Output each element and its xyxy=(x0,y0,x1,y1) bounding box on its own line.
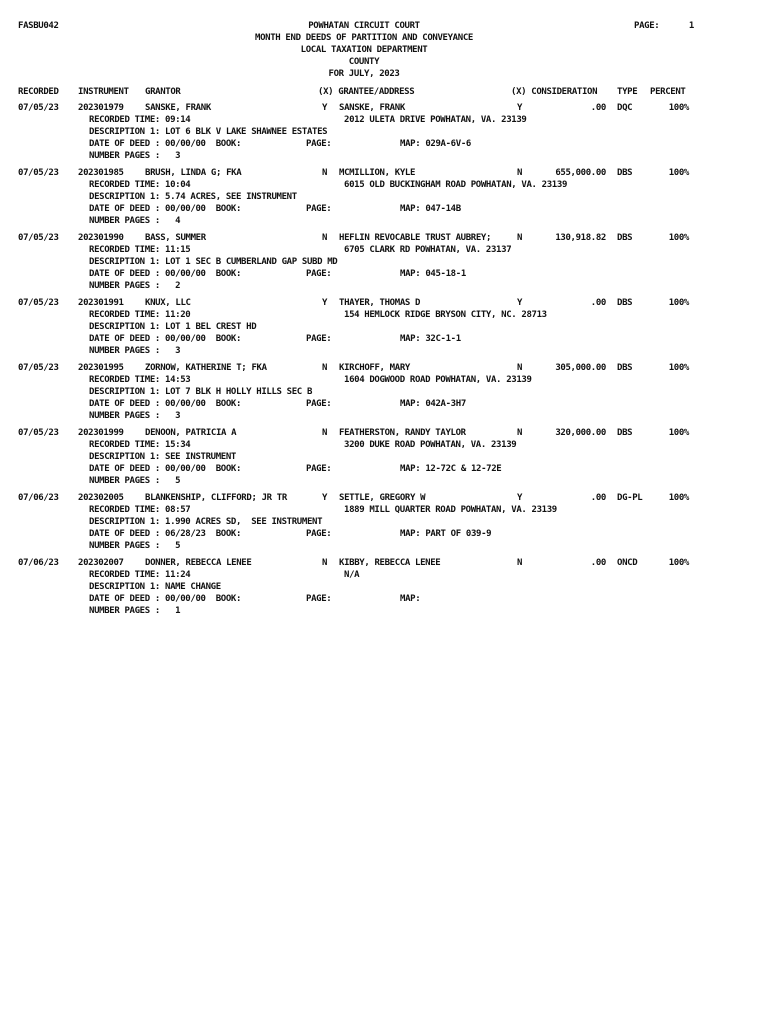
deed-type: DBS xyxy=(617,298,633,308)
date-of-deed: DATE OF DEED : 00/00/00 BOOK: xyxy=(89,464,242,474)
report-subtitle: MONTH END DEEDS OF PARTITION AND CONVEYANCE xyxy=(255,33,473,43)
ownership-percent: 100% xyxy=(668,363,689,373)
grantee-name: THAYER, THOMAS D xyxy=(339,298,421,308)
grantee-name: KIRCHOFF, MARY xyxy=(339,363,410,373)
grantee-name: KIBBY, REBECCA LENEE xyxy=(339,558,441,568)
consideration-amount: .00 xyxy=(590,493,606,503)
instrument-number: 202301995 xyxy=(78,363,124,373)
grantor-name: DENOON, PATRICIA A xyxy=(145,428,237,438)
record-date: 07/05/23 xyxy=(18,103,59,113)
consideration-amount: 655,000.00 xyxy=(555,168,606,178)
consideration-amount: .00 xyxy=(590,298,606,308)
date-of-deed: DATE OF DEED : 00/00/00 BOOK: xyxy=(89,399,242,409)
page-number: 1 xyxy=(688,21,694,31)
instrument-number: 202302005 xyxy=(78,493,124,503)
col-grantee: (X) GRANTEE/ADDRESS xyxy=(318,87,415,97)
grantor-name: BRUSH, LINDA G; FKA xyxy=(145,168,242,178)
deed-page: PAGE: xyxy=(306,529,332,539)
consideration-amount: .00 xyxy=(590,103,606,113)
grantor-name: SANSKE, FRANK xyxy=(145,103,211,113)
date-of-deed: DATE OF DEED : 00/00/00 BOOK: xyxy=(89,334,242,344)
ownership-percent: 100% xyxy=(668,168,689,178)
grantee-name: SANSKE, FRANK xyxy=(339,103,405,113)
grantor-name: ZORNOW, KATHERINE T; FKA xyxy=(145,363,267,373)
grantee-address: 1889 MILL QUARTER ROAD POWHATAN, VA. 23139 xyxy=(344,505,557,515)
ownership-percent: 100% xyxy=(668,558,689,568)
instrument-number: 202302007 xyxy=(78,558,124,568)
recorded-time: RECORDED TIME: 09:14 xyxy=(89,115,191,125)
description: DESCRIPTION 1: 1.990 ACRES SD, SEE INSTRUMENT xyxy=(89,517,323,527)
date-of-deed: DATE OF DEED : 00/00/00 BOOK: xyxy=(89,204,242,214)
deed-page: PAGE: xyxy=(306,204,332,214)
deed-type: DBS xyxy=(617,168,633,178)
description: DESCRIPTION 1: 5.74 ACRES, SEE INSTRUMENT xyxy=(89,192,297,202)
grantee-flag: N xyxy=(517,168,523,178)
grantee-flag: Y xyxy=(517,103,523,113)
deed-page: PAGE: xyxy=(306,594,332,604)
description: DESCRIPTION 1: SEE INSTRUMENT xyxy=(89,452,236,462)
description: DESCRIPTION 1: LOT 1 SEC B CUMBERLAND GAP SUBD MD xyxy=(89,257,338,267)
instrument-number: 202301999 xyxy=(78,428,124,438)
map-reference: MAP: 12-72C & 12-72E xyxy=(400,464,502,474)
recorded-time: RECORDED TIME: 08:57 xyxy=(89,505,191,515)
grantee-flag: N xyxy=(517,558,523,568)
grantor-flag: Y xyxy=(322,493,328,503)
consideration-amount: 320,000.00 xyxy=(555,428,606,438)
description: DESCRIPTION 1: LOT 7 BLK H HOLLY HILLS SEC B xyxy=(89,387,313,397)
map-reference: MAP: 047-14B xyxy=(400,204,461,214)
description: DESCRIPTION 1: LOT 6 BLK V LAKE SHAWNEE ESTATES xyxy=(89,127,328,137)
number-pages: NUMBER PAGES : 2 xyxy=(89,281,181,291)
consideration-amount: 130,918.82 xyxy=(555,233,606,243)
grantor-name: KNUX, LLC xyxy=(145,298,191,308)
map-reference: MAP: 045-18-1 xyxy=(400,269,466,279)
grantor-flag: N xyxy=(322,233,328,243)
instrument-number: 202301985 xyxy=(78,168,124,178)
instrument-number: 202301991 xyxy=(78,298,124,308)
grantee-address: 3200 DUKE ROAD POWHATAN, VA. 23139 xyxy=(344,440,517,450)
grantee-name: FEATHERSTON, RANDY TAYLOR xyxy=(339,428,466,438)
recorded-time: RECORDED TIME: 11:24 xyxy=(89,570,191,580)
deed-type: ONCD xyxy=(617,558,638,568)
col-instrument: INSTRUMENT xyxy=(78,87,129,97)
deed-type: DG-PL xyxy=(617,493,643,503)
grantee-flag: Y xyxy=(517,493,523,503)
col-recorded: RECORDED xyxy=(18,87,59,97)
grantee-name: SETTLE, GREGORY W xyxy=(339,493,426,503)
county: COUNTY xyxy=(348,57,380,67)
grantee-address: N/A xyxy=(344,570,360,580)
number-pages: NUMBER PAGES : 1 xyxy=(89,606,181,616)
grantee-flag: N xyxy=(517,428,523,438)
ownership-percent: 100% xyxy=(668,233,689,243)
deed-type: DQC xyxy=(617,103,633,113)
recorded-time: RECORDED TIME: 10:04 xyxy=(89,180,191,190)
map-reference: MAP: 042A-3H7 xyxy=(400,399,466,409)
deed-type: DBS xyxy=(617,363,633,373)
grantor-flag: N xyxy=(322,363,328,373)
number-pages: NUMBER PAGES : 3 xyxy=(89,346,181,356)
ownership-percent: 100% xyxy=(668,428,689,438)
recorded-time: RECORDED TIME: 11:20 xyxy=(89,310,191,320)
number-pages: NUMBER PAGES : 4 xyxy=(89,216,181,226)
col-consideration: (X) CONSIDERATION xyxy=(511,87,598,97)
grantee-address: 154 HEMLOCK RIDGE BRYSON CITY, NC. 28713 xyxy=(344,310,547,320)
col-percent: PERCENT xyxy=(650,87,686,97)
number-pages: NUMBER PAGES : 5 xyxy=(89,476,181,486)
deed-page: PAGE: xyxy=(306,464,332,474)
number-pages: NUMBER PAGES : 3 xyxy=(89,151,181,161)
map-reference: MAP: 029A-6V-6 xyxy=(400,139,471,149)
deed-type: DBS xyxy=(617,233,633,243)
number-pages: NUMBER PAGES : 5 xyxy=(89,541,181,551)
report-period: FOR JULY, 2023 xyxy=(328,69,400,79)
grantor-name: BASS, SUMMER xyxy=(145,233,206,243)
recorded-time: RECORDED TIME: 14:53 xyxy=(89,375,191,385)
description: DESCRIPTION 1: NAME CHANGE xyxy=(89,582,221,592)
ownership-percent: 100% xyxy=(668,103,689,113)
ownership-percent: 100% xyxy=(668,493,689,503)
record-date: 07/06/23 xyxy=(18,493,59,503)
grantor-flag: Y xyxy=(322,103,328,113)
record-date: 07/05/23 xyxy=(18,168,59,178)
record-date: 07/05/23 xyxy=(18,428,59,438)
recorded-time: RECORDED TIME: 11:15 xyxy=(89,245,191,255)
grantee-flag: N xyxy=(517,233,523,243)
date-of-deed: DATE OF DEED : 00/00/00 BOOK: xyxy=(89,594,242,604)
record-date: 07/05/23 xyxy=(18,233,59,243)
deed-page: PAGE: xyxy=(306,334,332,344)
grantor-flag: N xyxy=(322,168,328,178)
ownership-percent: 100% xyxy=(668,298,689,308)
consideration-amount: 305,000.00 xyxy=(555,363,606,373)
court-name: POWHATAN CIRCUIT COURT xyxy=(308,21,420,31)
col-type: TYPE xyxy=(617,87,638,97)
grantee-name: MCMILLION, KYLE xyxy=(339,168,416,178)
consideration-amount: .00 xyxy=(590,558,606,568)
grantee-address: 6705 CLARK RD POWHATAN, VA. 23137 xyxy=(344,245,512,255)
grantor-flag: N xyxy=(322,558,328,568)
grantor-flag: Y xyxy=(322,298,328,308)
record-date: 07/05/23 xyxy=(18,363,59,373)
map-reference: MAP: 32C-1-1 xyxy=(400,334,461,344)
deed-page: PAGE: xyxy=(306,399,332,409)
grantor-name: DONNER, REBECCA LENEE xyxy=(145,558,252,568)
record-date: 07/06/23 xyxy=(18,558,59,568)
number-pages: NUMBER PAGES : 3 xyxy=(89,411,181,421)
recorded-time: RECORDED TIME: 15:34 xyxy=(89,440,191,450)
grantee-address: 2012 ULETA DRIVE POWHATAN, VA. 23139 xyxy=(344,115,527,125)
deed-page: PAGE: xyxy=(306,269,332,279)
grantee-flag: Y xyxy=(517,298,523,308)
grantee-address: 1604 DOGWOOD ROAD POWHATAN, VA. 23139 xyxy=(344,375,532,385)
grantor-flag: N xyxy=(322,428,328,438)
instrument-number: 202301979 xyxy=(78,103,124,113)
map-reference: MAP: xyxy=(400,594,421,604)
date-of-deed: DATE OF DEED : 00/00/00 BOOK: xyxy=(89,139,242,149)
department: LOCAL TAXATION DEPARTMENT xyxy=(300,45,428,55)
report-id: FASBU042 xyxy=(18,21,59,31)
record-date: 07/05/23 xyxy=(18,298,59,308)
date-of-deed: DATE OF DEED : 06/28/23 BOOK: xyxy=(89,529,242,539)
grantor-name: BLANKENSHIP, CLIFFORD; JR TR xyxy=(145,493,287,503)
grantee-address: 6015 OLD BUCKINGHAM ROAD POWHATAN, VA. 23139 xyxy=(344,180,568,190)
deed-page: PAGE: xyxy=(306,139,332,149)
page-label: PAGE: xyxy=(634,21,660,31)
date-of-deed: DATE OF DEED : 00/00/00 BOOK: xyxy=(89,269,242,279)
grantee-name: HEFLIN REVOCABLE TRUST AUBREY; xyxy=(339,233,492,243)
description: DESCRIPTION 1: LOT 1 BEL CREST HD xyxy=(89,322,257,332)
grantee-flag: N xyxy=(517,363,523,373)
deed-type: DBS xyxy=(617,428,633,438)
instrument-number: 202301990 xyxy=(78,233,124,243)
col-grantor: GRANTOR xyxy=(145,87,181,97)
map-reference: MAP: PART OF 039-9 xyxy=(400,529,492,539)
